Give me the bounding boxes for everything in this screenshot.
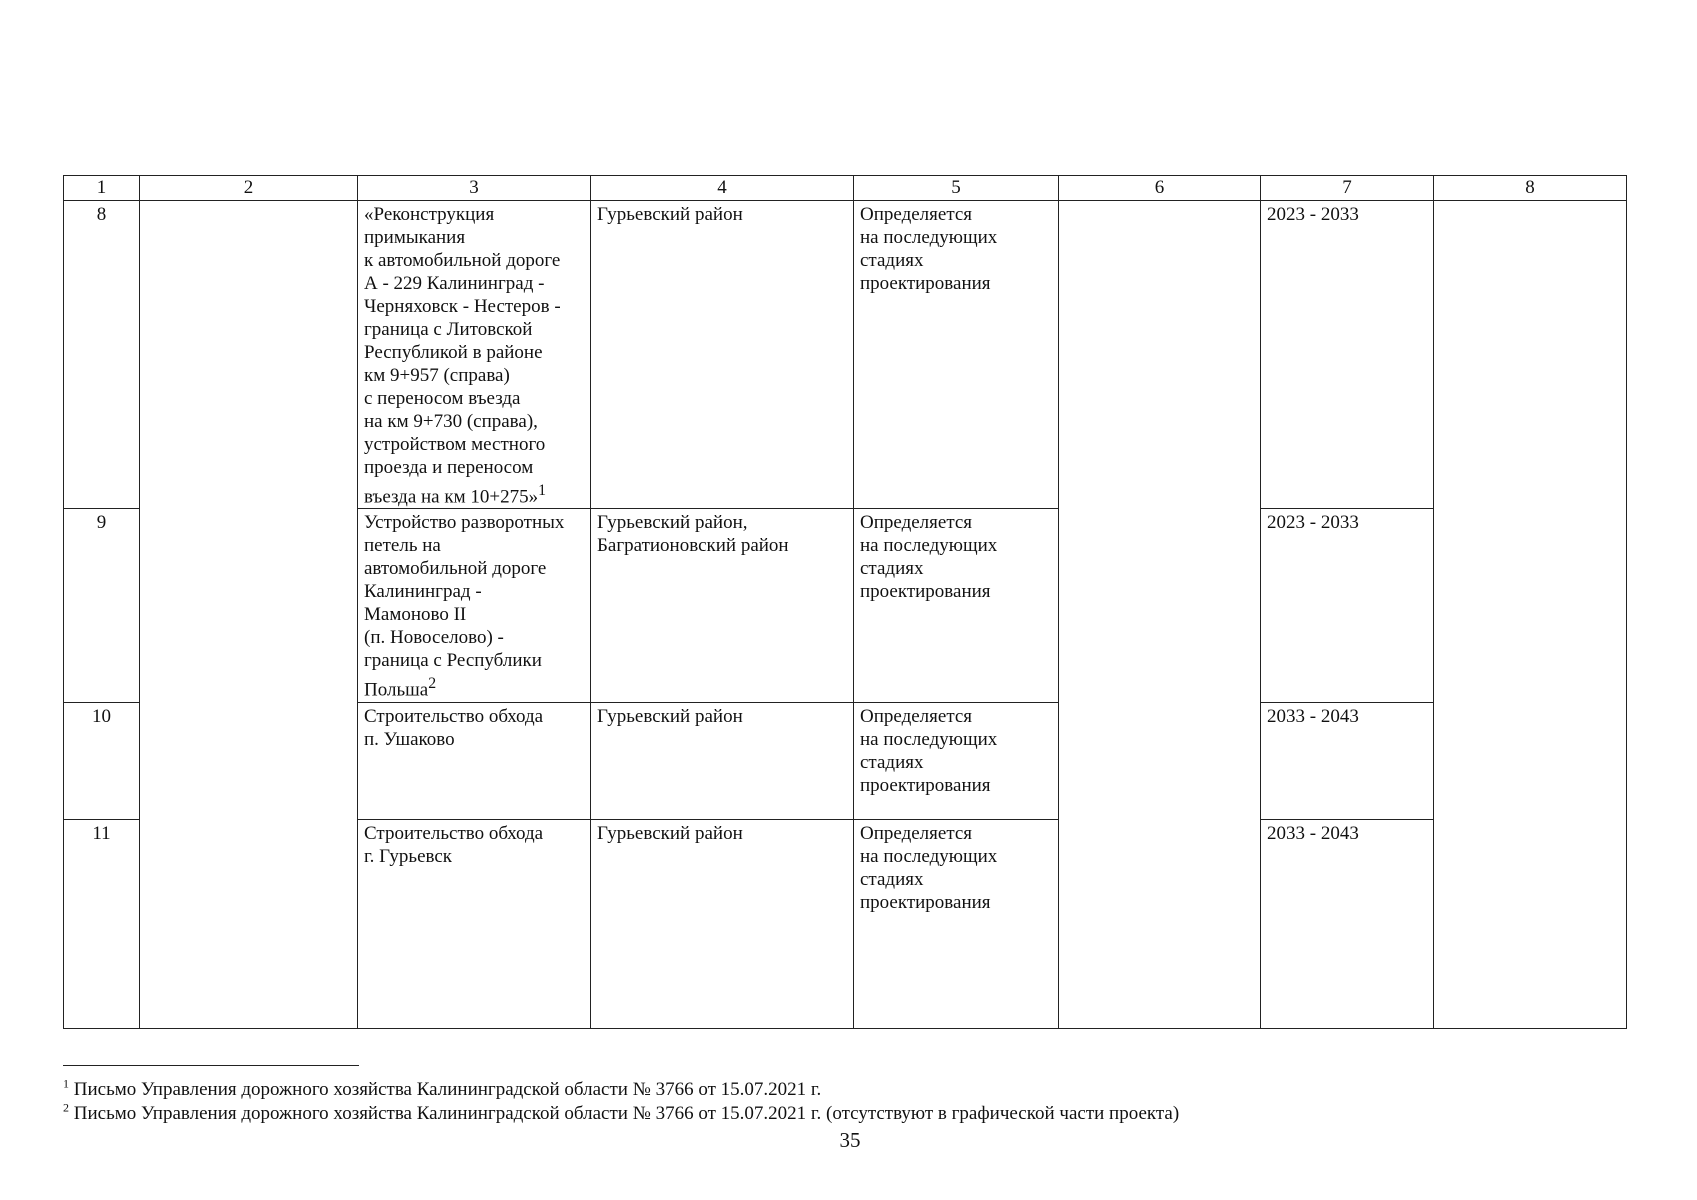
footnote-mark: 1: [63, 1076, 69, 1091]
footnote-separator: [63, 1065, 359, 1066]
footnote-text: Письмо Управления дорожного хозяйства Калининградской области № 3766 от 15.07.2021 г. (отсутствуют в графической части проекта): [69, 1103, 1180, 1124]
column-header: 8: [1434, 176, 1627, 201]
object-name-text: Строительство обхода п. Ушаково: [364, 705, 544, 750]
page-number: 35: [839, 1128, 861, 1152]
cell-period: 2033 - 2043: [1261, 819, 1434, 1028]
footnote-mark: 2: [63, 1100, 69, 1115]
object-name-text: Устройство разворотных петель на автомобильной дороге Калининград - Мамоново II (п. Новоселово) - граница с Республики Польша: [364, 512, 565, 701]
footnote-ref: 1: [538, 482, 546, 499]
cell-parameters: Определяется на последующих стадиях проектирования: [854, 509, 1059, 702]
footnote: [63, 1078, 1623, 1102]
object-name-text: «Реконструкция примыкания к автомобильной дороге А - 229 Калининград - Черняховск - Нестеров - граница с Литовской Республикой в районе км 9+957 (справа) с переносом въезда на км 9+730 (справа), устройством местного проезда и переносом въезда на км 10+275»: [364, 204, 561, 508]
cell-parameters: Определяется на последующих стадиях проектирования: [854, 702, 1059, 819]
table-row: [64, 201, 1627, 509]
footnote: [63, 1102, 1623, 1126]
cell-col8: [1434, 201, 1627, 1029]
row-number: 10: [64, 702, 140, 819]
cell-object-name: [358, 201, 591, 509]
column-header: 3: [358, 176, 591, 201]
column-header: 1: [64, 176, 140, 201]
cell-district: Гурьевский район: [591, 702, 854, 819]
cell-object-name: [358, 819, 591, 1028]
footnote-text: Письмо Управления дорожного хозяйства Калининградской области № 3766 от 15.07.2021 г.: [69, 1079, 822, 1100]
cell-district: Гурьевский район, Багратионовский район: [591, 509, 854, 702]
road-projects-table: [63, 175, 1627, 1029]
cell-period: 2023 - 2033: [1261, 201, 1434, 509]
cell-parameters: Определяется на последующих стадиях проектирования: [854, 819, 1059, 1028]
column-header: 7: [1261, 176, 1434, 201]
row-number: 9: [64, 509, 140, 702]
row-number: 11: [64, 819, 140, 1028]
column-header: 6: [1059, 176, 1261, 201]
cell-period: 2023 - 2033: [1261, 509, 1434, 702]
table-header-row: [64, 176, 1627, 201]
object-name-text: Строительство обхода г. Гурьевск: [364, 822, 544, 867]
cell-period: 2033 - 2043: [1261, 702, 1434, 819]
cell-object-name: [358, 702, 591, 819]
column-header: 5: [854, 176, 1059, 201]
footnotes: [63, 1078, 1623, 1126]
cell-object-name: [358, 509, 591, 702]
column-header: 2: [140, 176, 358, 201]
row-number: 8: [64, 201, 140, 509]
cell-district: Гурьевский район: [591, 201, 854, 509]
cell-parameters: Определяется на последующих стадиях проектирования: [854, 201, 1059, 509]
column-header: 4: [591, 176, 854, 201]
cell-col2: [140, 201, 358, 1029]
cell-col6: [1059, 201, 1261, 1029]
footnote-ref: 2: [428, 675, 437, 693]
cell-district: Гурьевский район: [591, 819, 854, 1028]
